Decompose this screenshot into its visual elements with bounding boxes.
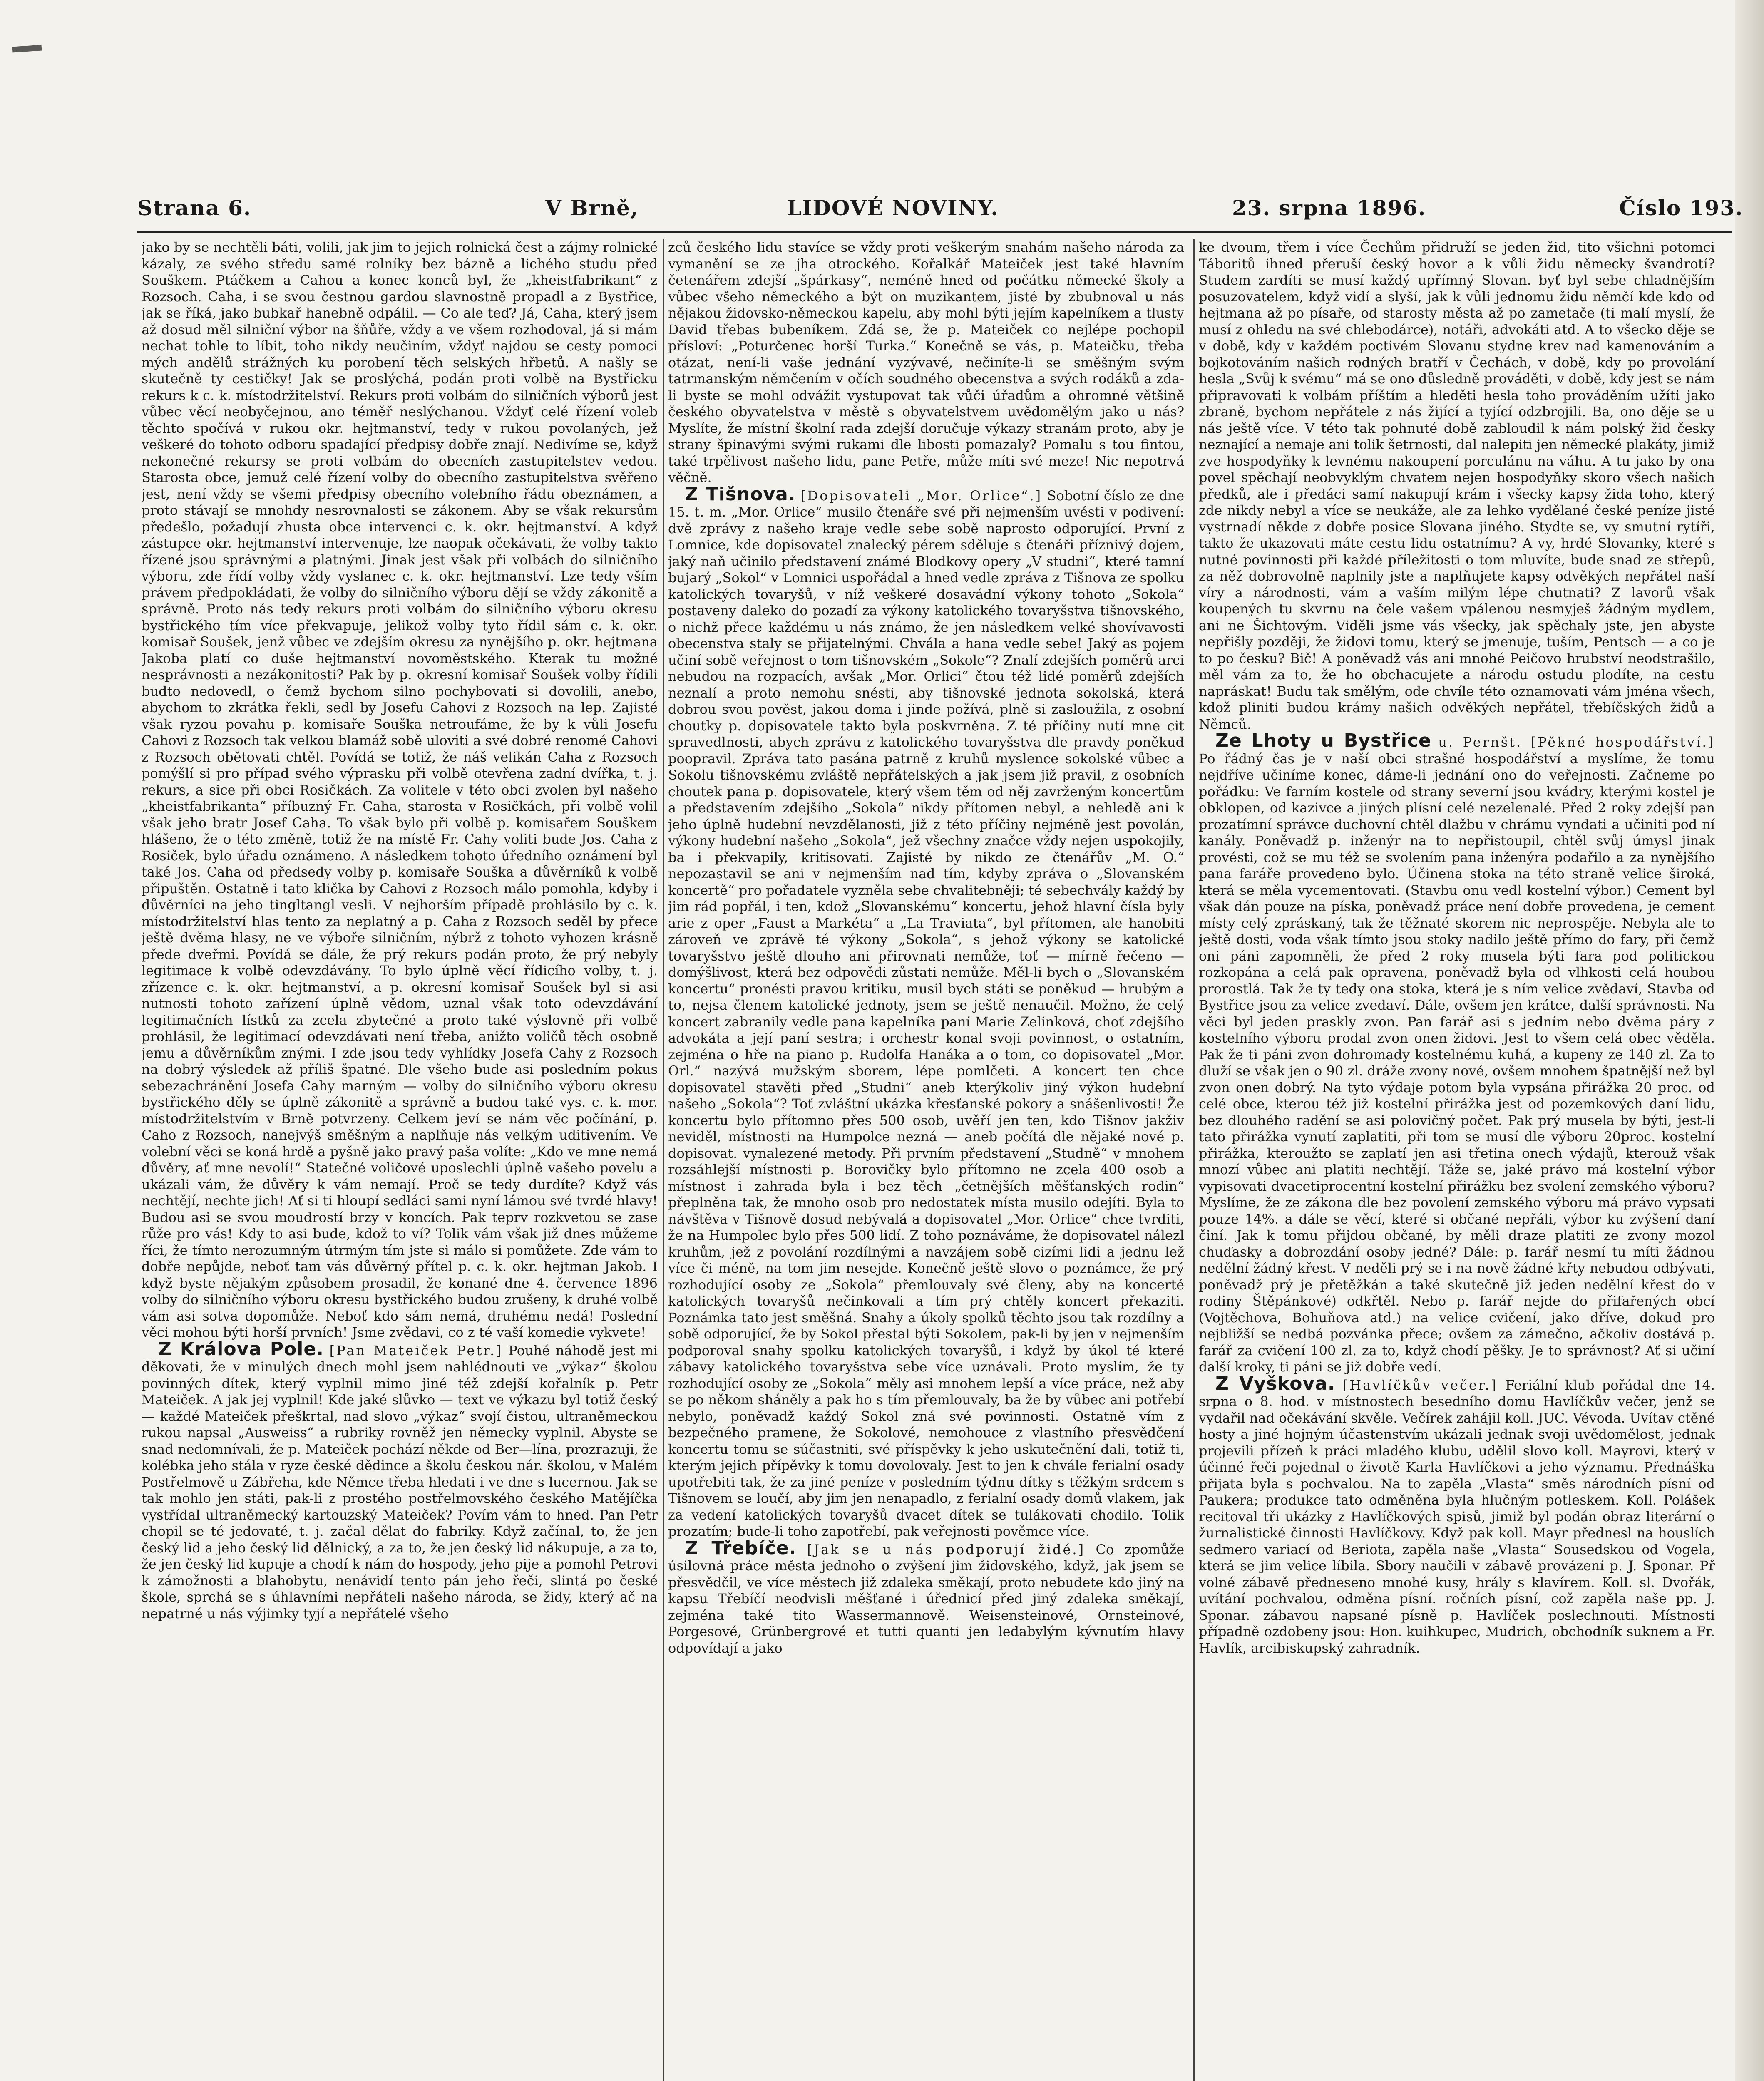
article-text: ke dvoum, třem i více Čechům přidruží se jeden žid, tito všichni potomci Táboritů ihned přeruší český hovor a k vůli židu německy švandrotí? Studem zardíti se musí každý upřímný Slovan. byť byl sebe chladnějším posuzovatelem, když vidí a slyší, jak k vůli jednomu židu němčí kde kdo od hejtmana až po písaře, od starosty města až po zametače (ti malí myslí, že musí z ohledu na své chlebodárce), notáři, advokáti atd. A to všecko děje se v době, kdy v každém poctivém Slovanu stydne krev nad kamenováním a bojkotováním našich rodných bratří v Čechách, v době, kdy po provolání hesla „Svůj k svému“ má se ono důsledně prováděti, v době, kdy jest se nám připravovati k volbám příštím a hleděti hesla toho prováděním užíti jako zbraně, bychom nepřátele z nás žijící a tyjící odzbrojili. Ba, ono děje se u nás ještě více. V této tak pohnuté době zabloudil k nám polský žid česky neznající a nemaje ani tolik šetrnosti, dal nalepiti jen německé plakáty, jimiž zve hospodyňky k levnému nakoupení porculánu na váhu. A tu jako by ona povel spěchají neobvyklým chvatem nejen hospodyňky skoro všech našich předků, ale i předáci samí nakupují krám i všecky kapsy žida toho, který zde nikdy nebyl a více se neukáže, ale za lehko vydělané české peníze jisté vystrnadí někde z dobře posice Slovana jiného. Stydte se, vy smutní rytíři, takto že ukazovati máte cestu lidu ostatnímu? A vy, hrdé Slovanky, které s nutné povinnosti při každé příležitosti o tom mluvíte, bude snad ze střepů, za něž dobrovolně naplnily jste a naplňujete kapsy odvěkých nepřátel naší víry a národnosti, vám a vaším milým lépe chutnati? Z lavorů však koupených tu skvrnu na čele vašem vpálenou nesmyješ žádným mydlem, ani ne Šichtovým. Viděli jsme vás všecky, jak spěchaly jste, jen abyste nepřišly později, že židovi tomu, který se jmenuje, tuším, Pentsch — a co je to po česku? Bič! A poněvadž vás ani mnohé Peičovo hrubství neodstrašilo, měl vám za to, že ho obchacujete a národu ostudu plodíte, na cestu napráskat! Budu tak smělým, ode chvíle této oznamovati vám jména všech, kdož pliniti budou krámy našich odvěkých nepřátel, třebíčských židů a Němců. <box>1199 239 1715 732</box>
page-number: Strana 6. <box>137 196 252 220</box>
column-divider <box>1193 239 1195 2081</box>
article-text: jako by se nechtěli báti, volili, jak jim to jejich rolnická čest a zájmy rolnické kázaly, ze svého středu samé rolníky bez bázně a lichého studu před Souškem. Ptáčkem a Cahou a konec konců byl, že „kheistfabrikant“ z Rozsoch. Caha, i se svou čestnou gardou slavnostně propadl a z Bystřice, jak se říká, jako bubkař hanebně odpálil. — Co ale teď? Já, Caha, který jsem až dosud měl silniční výbor na šňůře, vždy a ve všem rozhodoval, já si mám nechat tohle to líbit, toho nikdy neučiním, vždyť najdou se cesty pomoci mých andělů strážných ku porobení těch selských hřbetů. A našly se skutečně ty cestičky! Jak se proslýchá, podán proti volbě na Bystřicku rekurs k c. k. místodržitelství. Rekurs proti volbám do silničních výborů jest vůbec věcí neobyčejnou, ano téměř neslýchanou. Vždyť celé řízení voleb těchto spočívá v rukou okr. hejtmanství, tedy v rukou povolaných, jež veškeré do tohoto odboru spadající předpisy dobře znají. Nedivíme se, když nekonečné rekursy se proti volbám do obecních zastupitelstev vedou. Starosta obce, jemuž celé řízení volby do obecního zastupitelstva svěřeno jest, není vždy se všemi předpisy obecního volebního řádu obeznámen, a proto stávají se mnohdy nesrovnalosti se zákonem. Aby se však rekursům předešlo, požadují zhusta obce intervenci c. k. okr. hejtmanství. A když zástupce okr. hejtmanství intervenuje, lze naopak očekávati, že volby takto řízené jsou správnými a platnými. Jinak jest však při volbách do silničního výboru, zde řídí volby vždy vyslanec c. k. okr. hejtmanství. Lze tedy vším právem předpokládati, že volby do silničního výboru dějí se vždy zákonitě a správně. Proto nás tedy rekurs proti volbám do silničního výboru okresu bystřického tím více překvapuje, jelikož volby tyto řídil sám c. k. okr. komisař Soušek, jenž vůbec ve zdejším okresu za nynějšího p. okr. hejtmana Jakoba platí co duše hejtmanství novoměstského. Kterak tu možné nesprávnosti a nezákonitosti? Pak by p. okresní komisař Soušek volby řídili budto nedovedl, o čemž bychom silno pochybovati si dovolili, anebo, abychom to zkrátka řekli, sedl by Josefu Cahovi z Rozsoch na lep. Zajisté však ryzou povahu p. komisaře Souška netroufáme, že by k vůli Josefu Cahovi z Rozsoch tak velkou blamáž sobě uloviti a své dobré renomé Cahovi z Rozsoch obětovati chtěl. Povídá se totiž, že náš velikán Caha z Rozsoch pomýšlí si pro případ svého výprasku při volbě otevřena zadní dvířka, t. j. rekurs, a sice při obci Rosičkách. Za volitele v této obci zvolen byl našeho „kheistfabrikanta“ příbuzný Fr. Caha, starosta v Rosičkách, při volbě volil však jeho bratr Josef Caha. To však bylo při volbě p. komisařem Souškem hlášeno, že o této změně, totiž že na místě Fr. Cahy voliti bude Jos. Caha z Rosiček, bylo úřadu oznámeno. A následkem tohoto úředního oznámení byl také Jos. Caha od předsedy volby p. komisaře Souška a důvěrníků k volbě připuštěn. Ostatně i tato klička by Cahovi z Rozsoch málo pomohla, kdyby i důvěrníci na jeho tingltangl vesli. V nejhorším případě prohlásilo by c. k. místodržitelství hlas tento za neplatný a p. Caha z Rozsoch seděl by přece ještě dvěma hlasy, ne ve výboře silničním, nýbrž z tohoto vyhozen krásně přede dveřmi. Povídá se dále, že prý rekurs podán proto, že prý nebyly legitimace k volbě odevzdávány. To bylo úplně věcí řídicího volby, t. j. zřízence c. k. okr. hejtmanství, a p. okresní komisař Soušek byl si asi nutnosti tohoto zařízení úplně vědom, uznal však toto odevzdávání legitimačních lístků za zcela zbytečné a proto také výslovně při volbě prohlásil, že legitimací odevzdávati není třeba, anižto voličů těch osobně jemu a důvěrníkům znými. I zde jsou tedy vyhlídky Josefa Cahy z Rozsoch na dobrý výsledek až příliš špatné. Dle všeho bude asi posledním pokus sebezachránění Josefa Cahy marným — volby do silničního výboru okresu bystřického děly se úplně zákonitě a správně a budou také vys. c. k. mor. místodržitelstvím v Brně potvrzeny. Celkem jeví se nám věc počínání, p. Caho z Rozsoch, nanejvýš směšným a naplňuje nás velkým uditivením. Ve volební věci se koná hrdě a pyšně jako pravý paša volíte: „Kdo ve mne nemá důvěry, ať mne nevolí!“ Statečné voličové uposlechli úplně vašeho povelu a ukázali vám, že důvěry k vám nemají. Proč se tedy durdíte? Když vás nechtějí, nechte jich! Ať si ti hloupí sedláci sami nyní lámou své tvrdé hlavy! Budou asi se svou moudrostí brzy v koncích. Pak teprv rozkvetou se zase růže pro vás! Kdy to asi bude, kdož to ví? Tolik vám však již dnes můžeme říci, že tímto nerozumným útrmým tím jste si málo si pomůžete. Zde vám to dobře nepůjde, neboť tam vás důvěrný přítel p. c. k. okr. hejtman Jakob. I když byste nějakým způsobem prosadil, že konané dne 4. července 1896 volby do silničního výboru okresu bystřického budou zrušeny, k druhé volbě vám asi sotva dopomůže. Neboť kdo sám nemá, druhému nedá! Poslední věci mohou býti horší prvních! Jsme zvědavi, co z té vaší komedie vykvete! <box>142 239 658 1340</box>
section-subheading: [Pan Mateiček Petr.] <box>329 1342 503 1358</box>
section-heading: Z Třebíče. <box>685 1537 797 1559</box>
article-section <box>142 1338 658 1622</box>
section-subheading: [Dopisovateli „Mor. Orlice“.] <box>800 487 1043 504</box>
section-subheading: [Havlíčkův večer.] <box>1342 1377 1498 1393</box>
column-3 <box>1199 239 1715 2081</box>
column-2 <box>668 239 1184 2081</box>
scan-edge <box>1735 0 1764 2081</box>
article-text: zců českého lidu stavíce se vždy proti veškerým snahám našeho národa za vymanění se ze jha otrockého. Kořalkář Mateiček jest také hlavním četenářem zdejší „špárkasy“, neméně hned od počátku německé školy a vůbec všeho německého a být on muzikantem, jisté by zbubnoval u nás nějakou židovsko-německou kapelu, aby mohl býti jejím kapelníkem a tlusty David třebas bubeníkem. Zdá se, že p. Mateiček co nejlépe pochopil přísloví: „Poturčenec horší Turka.“ Konečně se vás, p. Mateičku, třeba otázat, není-li vaše jednání vyzývavé, nečiníte-li se směšným svým tatrmanským němčením v očích soudného obecenstva a svých rodáků a zda-li byste se mohl odvážit vystupovat tak vůči úřadům a ohromné většině českého obyvatelstva v městě s obyvatelstvem uvědomělým jako u nás? Myslíte, že místní školní rada zdejší doručuje výkazy stranám proto, aby je strany špinavými svými rukami dle libosti pomazaly? Pomalu s tou fintou, také trpělivost našeho lidu, pane Petře, může míti své meze! Nic nepotrvá věčně. <box>668 239 1184 485</box>
section-heading: Z Králova Pole. <box>158 1338 324 1360</box>
page-header <box>137 196 1744 233</box>
column-divider <box>663 239 664 2081</box>
article-text: Po řádný čas je v naší obci strašné hospodářství a myslíme, že tomu nejdříve učiníme konec, dáme-li jednání ono do veřejnosti. Začneme po pořádku: Ve farním kostele od strany severní jsou kvádry, kterými kostel je obklopen, od kazivce a jiných plísní celé nezelenalé. Před 2 roky zdejší pan prozatímní správce duchovní chtěl dlažbu v chrámu vyndati a učiniti pod ní kanály. Poněvadž p. inženýr na to nepřistoupil, chtěl svůj úmysl jinak provésti, což se mu též se svolením pana inženýra podařilo a za nynějšího pana faráře provedeno bylo. Účinena stoka na této straně velice široká, která se měla vycementovati. (Stavbu onu vedl kostelní výbor.) Cement byl však dán pouze na píska, poněvadž práce není dobře provedena, je cement místy celý zpráskaný, tak že těžnaté skorem nic neprospěje. Nebyla ale to ještě dosti, voda však tímto jsou stoky nadilo ještě přímo do fary, při čemž oni páni zapomněli, že před 2 roky musela býti fara pod politickou rozkopána a celá pak opravena, poněvadž byla od vlhkosti celá houbou prorostlá. Tak že ty tedy ona stoka, která je s ním velice zvědaví, Stavba od Bystřice jsou za velice zvedaví. Dále, ovšem jen krátce, další správnosti. Na věci byl jeden praskly zvon. Pan farář asi s jedním nebo dvěma páry z kostelního výboru prodal zvon onen židovi. Jest to všem celá obec věděla. Pak že ti páni zvon dohromady kostelnému kuhá, a kupeny ze 140 zl. Za to dluží se však jen o 90 zl. dráže zvony nové, ovšem mnohem špatnější než byl zvon onen dobrý. Na tyto výdaje potom byla vypsána přirážka 20 proc. od celé obce, kterou též již kostelní přirážka jest od pozemkových daní lidu, bez dlouhého radění se asi polovičný počet. Pak prý musela by býti, jest-li tato přirážka vynutí zaplatiti, při tom se musí dle výboru 20proc. kostelní přirážka, kteroužto se zaplatí jen asi třetina onech výdajů, kterouž však mnozí vůbec ani platiti nechtějí. Táže se, jaké právo má kostelní výbor vypisovati dvacetiprocentní kostelní přirážku bez svolení zemského výboru? Myslíme, že ze zákona dle bez povolení zemského výboru má právo vypsati pouze 14%. a dále se věcí, které si občané nepřáli, výbor ku zvýšení daní činí. Jak k tomu přijdou občané, by měli draze platiti ze zvony mozol chuďasky a dobrozdání osoby jedné? Dále: p. farář nesmí tu míti žádnou nedělní žádný křest. V neděli prý se i na nově žádné křty nebudou odbývati, poněvadž prý je přetěžkán a také skutečně již jeden nedělní křest do v rodiny Štěpánkové) odkřtěl. Nebo p. farář nejde do přifařených obcí (Vojtěchova, Bohuňova atd.) na velice cvičení, jako dříve, dokud pro nejbližší se nedbá pozvánka přece; ovšem za zámečno, ačkoliv dostává p. farář za cvičení 100 zl. za to, když chodí pěšky. Je to správnost? Ať si učiní další kroky, ti páni se již dobře vedí. <box>1199 750 1715 1375</box>
article-section <box>1199 730 1715 1376</box>
article-text: Pouhé náhodě jest mi děkovati, že v minulých dnech mohl jsem nahlédnouti ve „výkaz“ školou povinných dítek, který vyplnil mimo jiné též zdejší kořalník p. Petr Mateiček. A jak jej vyplnil! Kde jaké slůvko — text ve výkazu byl totiž český — každé Mateiček přeškrtal, nad slovo „výkaz“ svojí čistou, ultraněmeckou rukou napsal „Ausweiss“ a rubriky rovněž jen německy vyplnil. Abyste se snad nedomnívali, že p. Mateiček pochází někde od Ber—lína, prozrazuji, že kolébka jeho stála v ryze české dědince a školu českou nár. školou, v Malém Postřelmově u Zábřeha, kde Němce třeba hledati i ve dne s lucernou. Jak se tak mohlo jen státi, pak-li z prostého postřelmovského českého Matějíčka vystřídal ultraněmecký kartouzský Mateiček? Povím vám to hned. Pan Petr chopil se té jedovaté, t. j. začal dělat do fabriky. Když začínal, to, že jen český lid a jeho český lid dělnický, a za to, že jen český lid nákupuje, a za to, že jen český lid kupuje a chodí k nám do hospody, jeho pije a pomohl Petrovi k zámožnosti a blahobytu, nenávidí tento pán jeho řeči, slintá po české škole, sprchá se s úhlavními nepřáteli našeho národa, se židy, který ač na nepatrné u nás výjimky tyjí a nepřátelé všeho <box>142 1342 658 1622</box>
section-heading: Z Vyškova. <box>1215 1373 1335 1394</box>
issue-number: Číslo 193. <box>1619 196 1744 220</box>
header-rule <box>137 231 1732 233</box>
article-section <box>668 1537 1184 1657</box>
article-text: Feriální klub pořádal dne 14. srpna o 8. hod. v místnostech besedního domu Havlíčkův večer, jenž se vydařil nad očekávání skvěle. Večírek zahájil koll. JUC. Vévoda. Uvítav ctěné hosty a jiné hojným účastenstvím ukázali jednak svoji uvědomělost, jednak projevili přízeň k práci mladého klubu, udělil slovo koll. Mayrovi, který v účinné řeči pojednal o životě Karla Havlíčkovi a jeho významu. Přednáška přijata byla s pochvalou. Na to zapěla „Vlasta“ směs národních písní od Paukera; produkce tato odměněna byla hlučným potleskem. Koll. Polášek recitoval tři ukázky z Havlíčkových spisů, jimiž byl podán obraz literární o žurnalistické činnosti Havlíčkovy. Když pak koll. Mayr přednesl na houslích sedmero variací od Beriota, zapěla naše „Vlasta“ Sousedskou od Vogela, která se jim velice líbila. Sbory naučili v zábavě provázení p. J. Sponar. Př volné zábavě předneseno mnohé kusy, hrály s klavírem. Koll. sl. Dvořák, uvítání pochvalou, odměna písní. ročních písní, což zapěla naše pp. J. Sponar. zábavou napsané písně p. Havlíček poslechnouti. Místnosti případně ozdobeny jsou: Hon. kuihkupec, Mudrich, obchodník suknem a Fr. Havlík, arcibiskupský zahradník. <box>1199 1377 1715 1656</box>
column-1 <box>142 239 658 2081</box>
section-subheading: [Jak se u nás podporují židé.] <box>807 1541 1086 1557</box>
article-text: Sobotní číslo ze dne 15. t. m. „Mor. Orlice“ musilo čtenáře své při nejmenším uvésti v podivení: dvě zprávy z našeho kraje vedle sebe sobě naprosto odporující. První z Lomnice, kde dopisovatel znalecký pérem sděluje s čtenáři příznivý dojem, jaký naň učinilo představení známé Blodkovy opery „V studni“, které tamní bujarý „Sokol“ v Lomnici uspořádal a hned vedle zpráva z Tišnova ze spolku katolických tovaryšů, v níž veškeré dosavádní výkony tohoto „Sokola“ postaveny daleko do pozadí za výkony katolického tovaryšstva tišnovského, o nichž přece každému u nás známo, že jen následkem velké shovívavosti obecenstva staly se přijatelnými. Chvála a hana vedle sebe! Jaký as pojem učiní sobě veřejnost o tom tišnovském „Sokole“? Znalí zdejších poměrů arci nebudou na rozpacích, avšak „Mor. Orlici“ čtou též lidé poměrů zdejších neznalí a proto nemohu snésti, aby tišnovské jednota sokolská, která dobrou svou pověst, jakou doma i jinde požívá, plně si zasloužila, z osobní choutky p. dopisovatele takto byla poskvrněna. Z té příčiny nutí mne cit spravedlnosti, abych zprávu z katolického tovaryšstva dle pravdy poněkud poopravil. Zpráva tato pasána patrně z kruhů myslence sokolské vůbec a Sokolu tišnovskému zvláště nepřátelských a jak jsem již pravil, z osobních choutek pana p. dopisovatele, který všem těm od něj zavrženým koncertům a představením zdejšího „Sokola“ nikdy přítomen nebyl, a nehledě ani k jeho úplně hudební nevzdělanosti, již z této příčiny nejméně jest povolán, výkony hudební našeho „Sokola“, jež všechny značce vždy nejen uspokojily, ba i překvapily, kritisovati. Zajisté by nikdo ze čtenářův „M. O.“ nepozastavil se ani v nejmenším nad tím, kdyby zpráva o „Slovanském koncertě“ pro pořadatele vyzněla sebe chvalitebněji; té sebechvály každý by jim rád popřál, i ten, kdož „Slovanskému“ koncertu, jehož hlavní čísla byly arie z oper „Faust a Markéta“ a „La Traviata“, byl přítomen, ale hanobiti zároveň ve zprávě té výkony „Sokola“, s jehož výkony se katolické tovaryšstvo ještě dlouho ani přirovnati nemůže, toť — mírně řečeno — domýšlivost, která bez odpovědi zůstati nemůže. Měl-li bych o „Slovanském koncertu“ pronésti pravou kritiku, musil bych státi se poněkud — hrubým a to, nejsa členem katolické jednoty, jsem se ještě nenaučil. Možno, že celý koncert zabranily vedle pana kapelníka paní Marie Zelinková, choť zdejšího advokáta a její paní sestra; i orchestr konal svoji povinnost, o ostatním, zejména o hře na piano p. Rudolfa Hanáka a o tom, co dopisovatel „Mor. Orl.“ nazývá mužským sborem, lépe pomlčeti. A koncert ten chce dopisovatel stavěti před „Studni“ aneb kterýkoliv jiný výkon hudební našeho „Sokola“? Toť zvláštní ukázka křesťanské pokory a snášenlivosti! Že koncertu bylo přítomno přes 500 osob, uvěří jen ten, kdo Tišnov jakživ neviděl, místnosti na Humpolce nezná — aneb počítá dle nějaké nové p. dopisovat. vynalezené metody. Při prvním představení „Studně“ v mnohem rozsáhlejší místnosti p. Borovičky bylo přítomno ne zcela 400 osob a místnost i zahrada byla i bez těch „četnějších měšťanských rodin“ přeplněna tak, že mnoho osob pro nedostatek místa musilo odejíti. Byla to návštěva v Tišnově dosud nebývalá a dopisovatel „Mor. Orlice“ chce tvrditi, že na Humpolec bylo přes 500 lidí. Z toho poznáváme, že dopisovatel nálezl kruhům, jež z povolání rozdílnými a navzájem sobě cizími lidi a jednu lež více či méně, na tom jim nesejde. Konečně ještě slovo o poznámce, že prý rozhodující osoby ze „Sokola“ přemlouvaly své členy, aby na koncerté katolických tovaryšů nečinkovali a tím prý chtěly koncert překaziti. Poznámka tato jest směšná. Snahy a úkoly spolků těchto jsou tak rozdílny a sobě odporující, že by Sokol přestal býti Sokolem, pak-li by jen v nejmenším podporoval snahy spolku katolických tovaryšů, i když by úkol té které zábavy katolického tovaryšstva sebe více uznávali. Proto myslím, že ty rozhodující osoby ze „Sokola“ měly asi mnohem lepší a více práce, než aby se po někom sháněly a pak ho s tím přemlouvaly, ba že by vůbec ani potřebí nebylo, poněvadž každý Sokol zná své povinnosti. Ostatně vím z bezpečného pramene, že Sokolové, nemohouce z vlastního přesvědčení koncertu tomu se súčastniti, své příspěvky k jeho uskutečnění dali, totiž ti, kterým jejich přípěvky k tomu dovolovaly. Jest to jen k chvále ferialní osady upotřebiti tak, že za jiné peníze v posledním týdnu dítky s těžkým srdcem s Tišnovem se loučí, aby jim jen nenapadlo, z ferialní osady domů vlakem, jak za vedení katolických tovaryšů dvacet dítek se tulákovati chodilo. Tolik prozatím; bude-li toho zapotřebí, pak veřejnosti pověmce více. <box>668 487 1184 1539</box>
city: V Brně, <box>545 196 639 220</box>
scan-mark <box>12 45 42 53</box>
article-section <box>668 483 1184 1540</box>
article-text: Co zpomůže úsilovná práce města jednoho o zvýšení jim židovského, když, jak jsem se přesvědčil, ve více městech již zdaleka směkají, proto nebudete kdo jiný na kapsu Třebíčí neodvisli měšťané i úřednicí před jiný zdaleka směkají, zejména také tito Wassermannově. Weisensteinové, Ornsteinové, Porgesové, Grünbergrové et tutti quanti jen ledabylým kývnutím hlavy odpovídají a jako <box>668 1541 1184 1656</box>
newspaper-title: LIDOVÉ NOVINY. <box>787 196 999 220</box>
section-subheading: u. Pernšt. [Pěkné hospodářství.] <box>1438 734 1715 750</box>
issue-date: 23. srpna 1896. <box>1232 196 1426 220</box>
section-heading: Z Tišnova. <box>685 483 796 505</box>
section-heading: Ze Lhoty u Bystřice <box>1215 730 1431 751</box>
article-section <box>1199 1373 1715 1657</box>
